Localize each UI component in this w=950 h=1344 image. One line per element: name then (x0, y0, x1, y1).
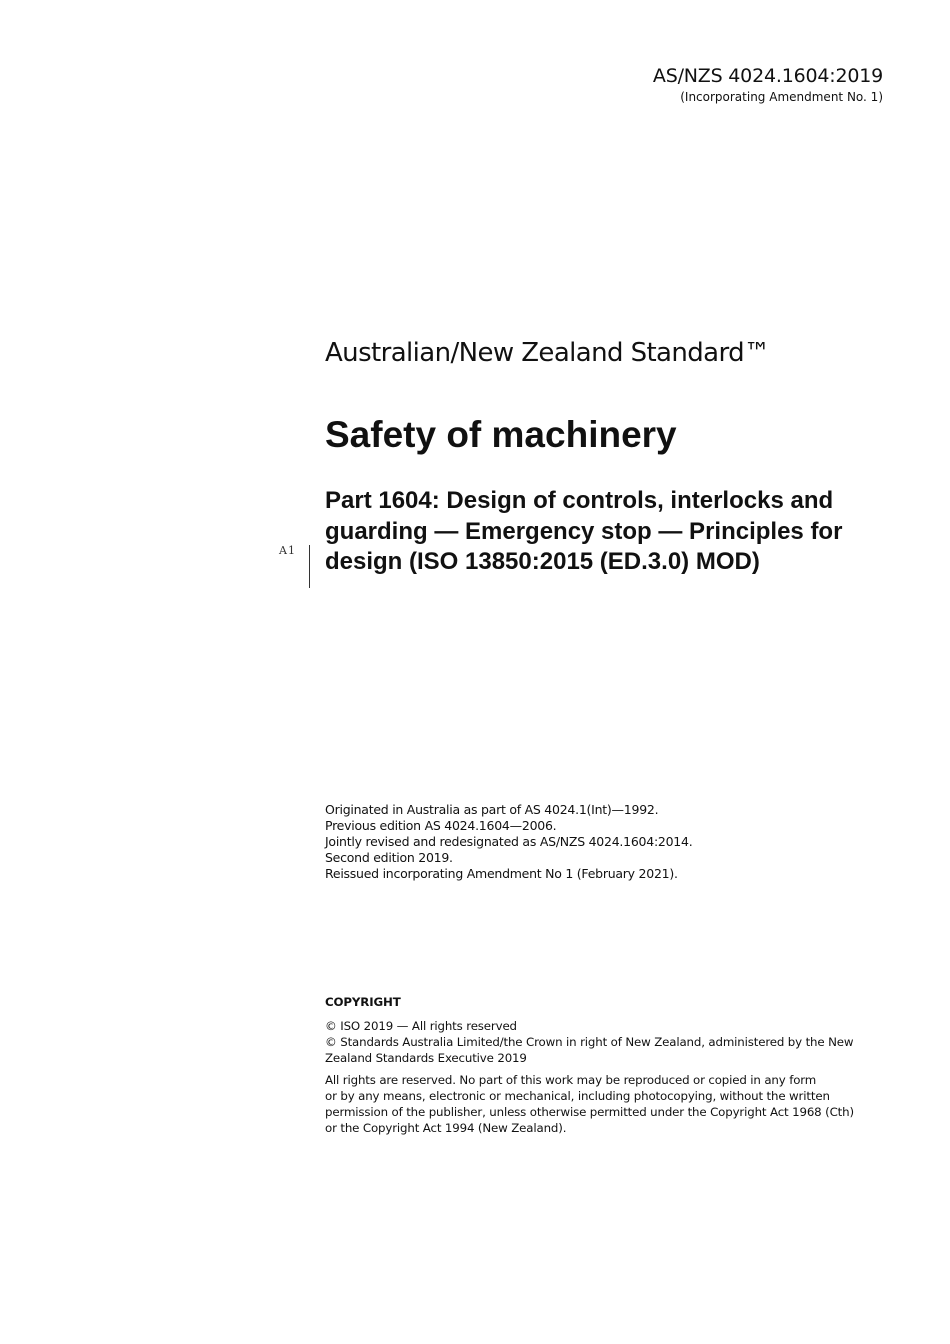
history-line: Reissued incorporating Amendment No 1 (February 2021). (325, 866, 678, 881)
part-title-line: Part 1604: Design of controls, interlocks and (325, 487, 834, 514)
history-line: Jointly revised and redesignated as AS/NZS 4024.1604:2014. (325, 834, 693, 849)
amendment-bar (309, 545, 310, 588)
part-title-line: design (ISO 13850:2015 (ED.3.0) MOD) (325, 548, 760, 575)
rights-line: All rights are reserved. No part of this work may be reproduced or copied in any form (325, 1073, 817, 1087)
copyright-section (325, 994, 885, 1142)
copyright-line: © Standards Australia Limited/the Crown in right of New Zealand, administered by the New (325, 1035, 854, 1049)
standard-type: Australian/New Zealand Standard™ (325, 338, 770, 368)
copyright-line: © ISO 2019 — All rights reserved (325, 1019, 517, 1033)
history-line: Originated in Australia as part of AS 4024.1(Int)—1992. (325, 802, 659, 817)
part-title (325, 486, 885, 578)
copyright-ownership (325, 1018, 885, 1066)
history-line: Previous edition AS 4024.1604—2006. (325, 818, 557, 833)
copyright-heading: COPYRIGHT (325, 995, 401, 1009)
part-title-line: guarding — Emergency stop — Principles for (325, 517, 843, 545)
rights-line: or the Copyright Act 1994 (New Zealand). (325, 1121, 567, 1135)
copyright-rights (325, 1072, 885, 1136)
copyright-line: Zealand Standards Executive 2019 (325, 1051, 527, 1065)
publication-history (325, 802, 692, 882)
amendment-marker: A1 (279, 544, 296, 557)
page-title: Safety of machinery (325, 414, 677, 455)
history-line: Second edition 2019. (325, 850, 453, 865)
designation-code: AS/NZS 4024.1604:2019 (652, 65, 883, 87)
rights-line: or by any means, electronic or mechanical, including photocopying, without the written (325, 1089, 830, 1103)
amendment-note: (Incorporating Amendment No. 1) (680, 90, 883, 104)
rights-line: permission of the publisher, unless otherwise permitted under the Copyright Act 1968 (Cth) (325, 1105, 854, 1119)
standard-designation (653, 64, 883, 105)
